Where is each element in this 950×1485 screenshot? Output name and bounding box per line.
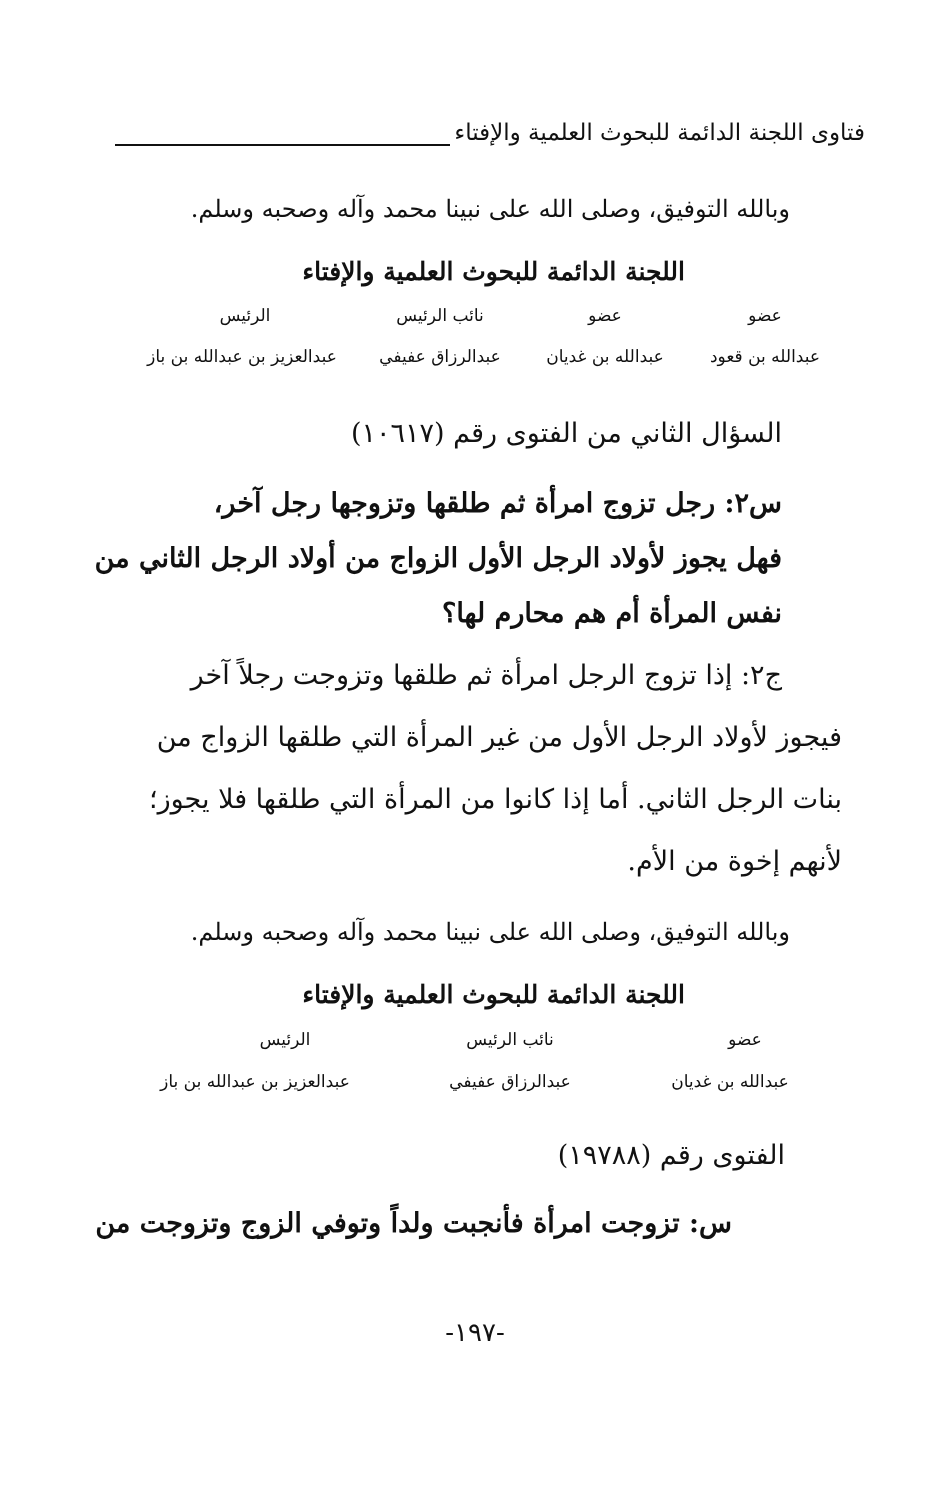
closing-formula-2: وبالله التوفيق، وصلى الله على نبينا محمد وآله وصحبه وسلم. (190, 918, 790, 946)
signatory-role: عضو (748, 306, 782, 326)
header-rule (115, 144, 450, 146)
answer-line: بنات الرجل الثاني. أما إذا كانوا من المرأة التي طلقها فلا يجوز؛ (148, 784, 842, 815)
page-number: -١٩٧- (445, 1318, 505, 1348)
signatory-role: نائب الرئيس (396, 306, 484, 326)
signatory-name: عبدالرزاق عفيفي (379, 347, 501, 367)
running-header (115, 120, 865, 160)
signatory-name: عبدالله بن غديان (671, 1072, 789, 1092)
signatory-name: عبدالله بن قعود (709, 347, 820, 367)
question-line: فهل يجوز لأولاد الرجل الأول الزواج من أولاد الرجل الثاني من (94, 543, 782, 574)
running-header-title: فتاوى اللجنة الدائمة للبحوث العلمية والإفتاء (454, 120, 865, 146)
question-line: نفس المرأة أم هم محارم لها؟ (441, 598, 782, 629)
signatory-name: عبدالله بن غديان (546, 347, 664, 367)
question-line: س٢: رجل تزوج امرأة ثم طلقها وتزوجها رجل آخر، (213, 488, 782, 519)
closing-formula-1: وبالله التوفيق، وصلى الله على نبينا محمد وآله وصحبه وسلم. (190, 195, 790, 223)
committee-name-2: اللجنة الدائمة للبحوث العلمية والإفتاء (302, 980, 685, 1009)
question-line: س: تزوجت امرأة فأنجبت ولداً وتوفي الزوج وتزوجت من (95, 1208, 732, 1239)
answer-line: ج٢: إذا تزوج الرجل امرأة ثم طلقها وتزوجت رجلاً آخر (190, 660, 782, 691)
signatory-name: عبدالرزاق عفيفي (449, 1072, 571, 1092)
fatwa-label-2: الفتوى رقم (١٩٧٨٨) (557, 1140, 785, 1171)
signatory-role: نائب الرئيس (466, 1030, 554, 1050)
answer-line: فيجوز لأولاد الرجل الأول من غير المرأة التي طلقها الزواج من (156, 722, 842, 753)
fatwa-label-1: السؤال الثاني من الفتوى رقم (١٠٦١٧) (350, 418, 782, 449)
committee-name-1: اللجنة الدائمة للبحوث العلمية والإفتاء (302, 257, 685, 286)
signatory-role: عضو (588, 306, 622, 326)
signatory-name: عبدالعزيز بن عبدالله بن باز (160, 1072, 350, 1092)
signatory-role: الرئيس (219, 306, 271, 326)
signatory-name: عبدالعزيز بن عبدالله بن باز (147, 347, 337, 367)
signatory-role: عضو (728, 1030, 762, 1050)
answer-line: لأنهم إخوة من الأم. (627, 846, 842, 877)
signatory-role: الرئيس (259, 1030, 311, 1050)
